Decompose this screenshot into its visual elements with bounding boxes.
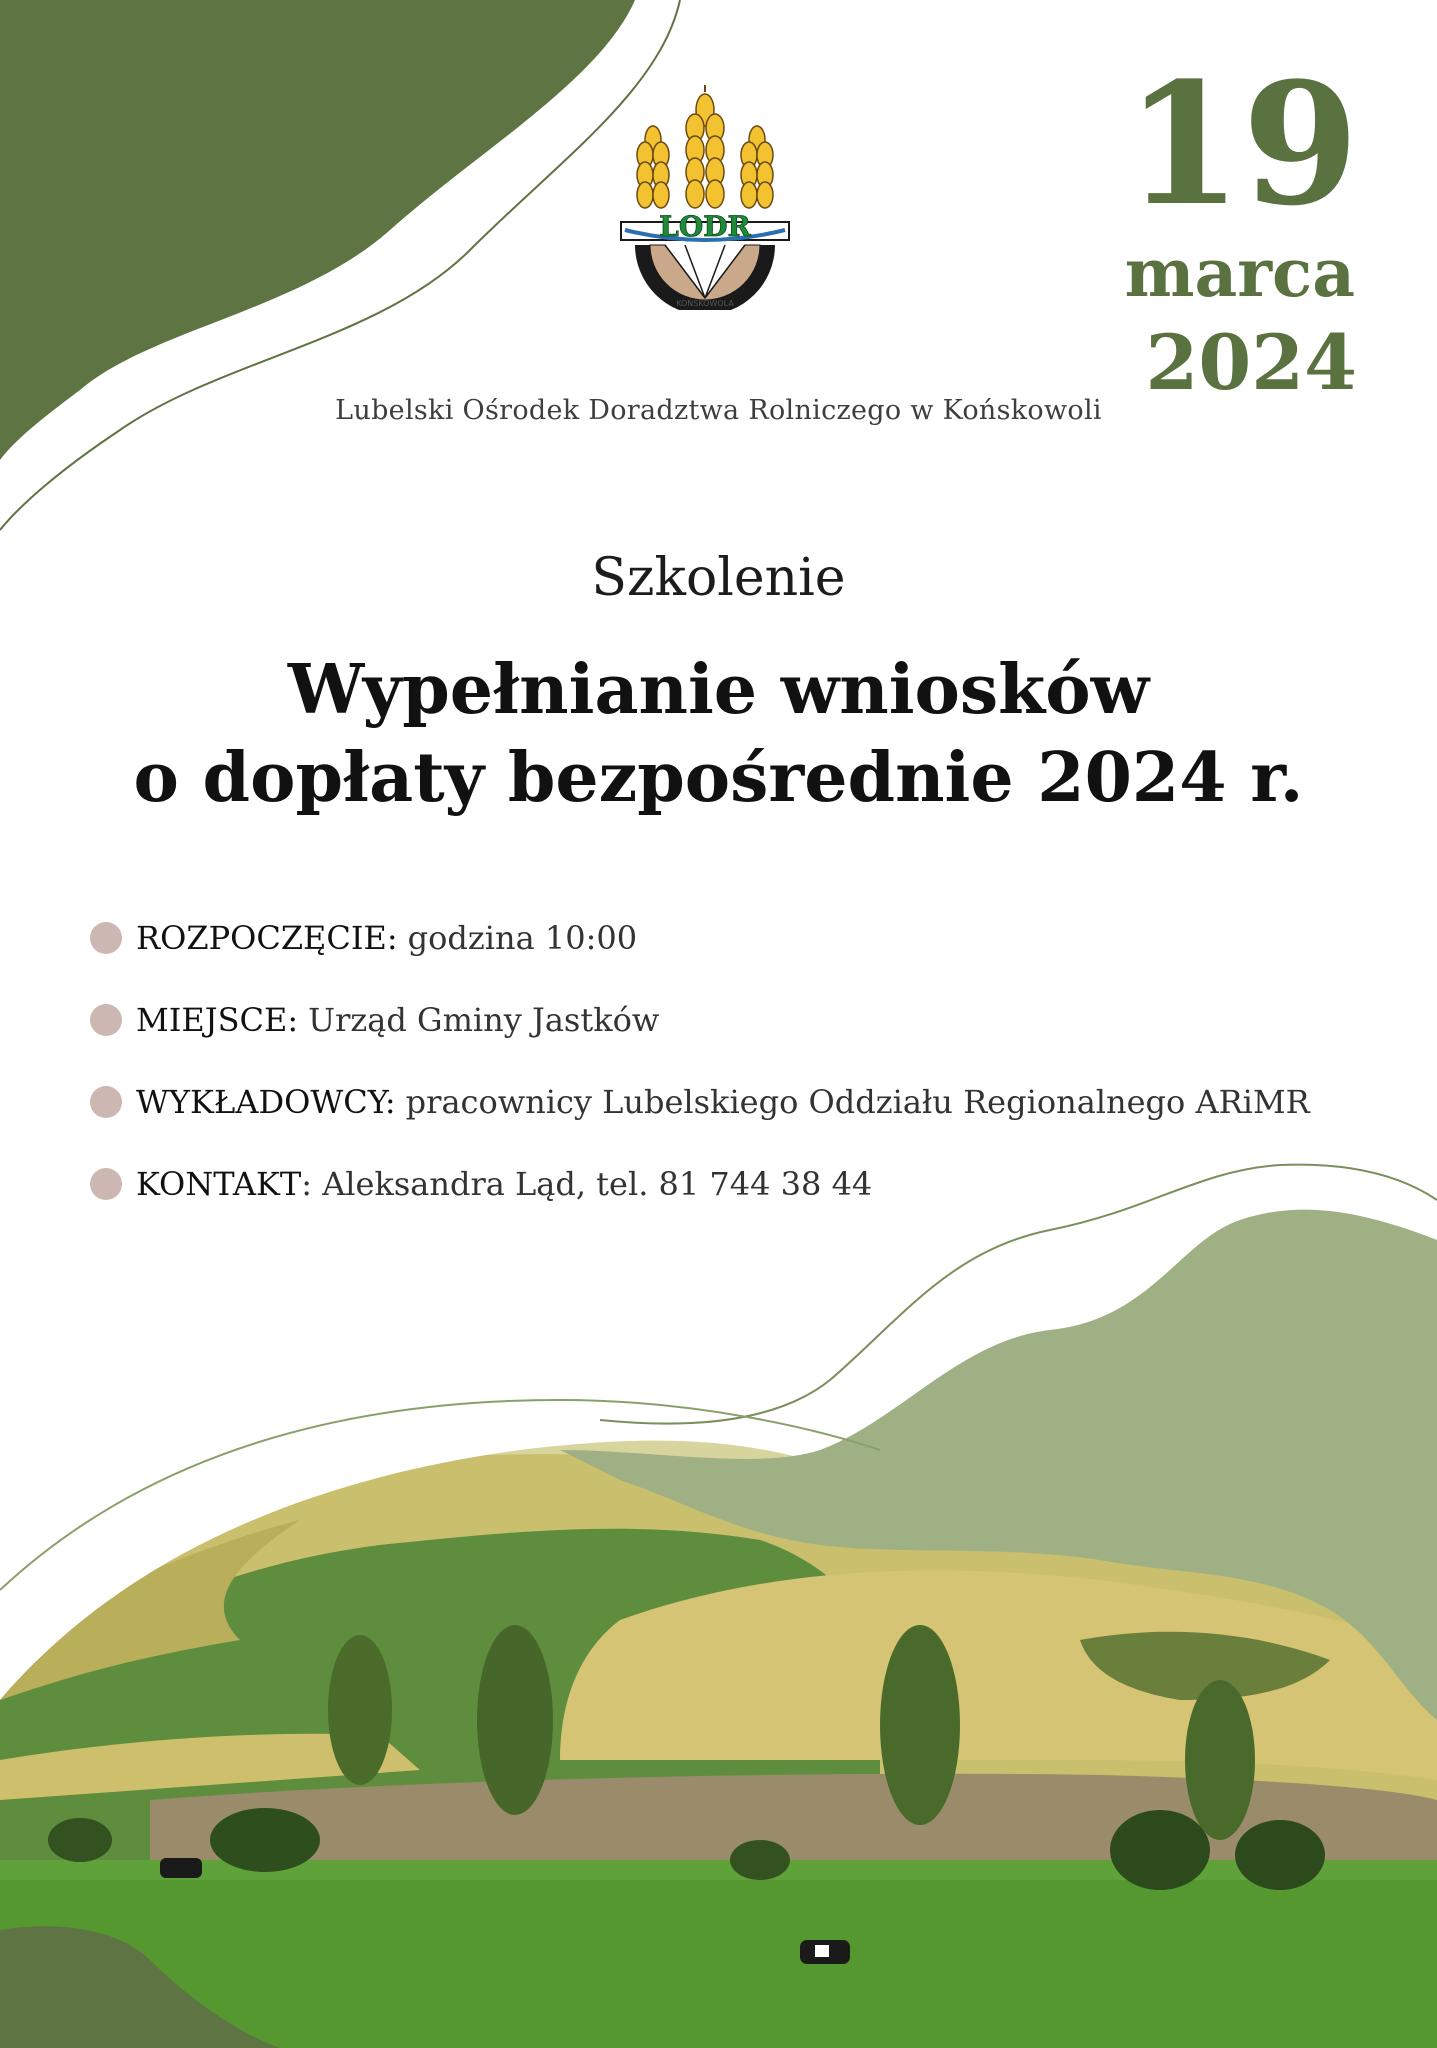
bullet-icon (90, 1086, 122, 1118)
date-year: 2024 (1145, 318, 1357, 407)
detail-value: : Aleksandra Ląd, tel. 81 744 38 44 (301, 1165, 873, 1203)
bullet-icon (90, 1168, 122, 1200)
training-title-line-2: o dopłaty bezpośrednie 2024 r. (133, 738, 1304, 818)
detail-place (90, 1000, 659, 1040)
lodr-logo (615, 80, 795, 310)
date-day: 19 (1125, 45, 1359, 243)
detail-lecturers (90, 1082, 1310, 1122)
detail-label: ROZPOCZĘCIE: (136, 919, 398, 957)
detail-start (90, 918, 637, 958)
wheat-center-icon (686, 94, 724, 208)
bullet-icon (90, 922, 122, 954)
organization-name: Lubelski Ośrodek Doradztwa Rolniczego w Końskowoli (335, 395, 1102, 426)
logo-text: LODR (659, 210, 751, 243)
wheat-right-icon (741, 126, 773, 208)
detail-label: WYKŁADOWCY: (136, 1083, 396, 1121)
detail-value: pracownicy Lubelskiego Oddziału Regionalnego ARiMR (405, 1083, 1310, 1121)
detail-contact (90, 1164, 872, 1204)
wheat-left-icon (637, 126, 669, 208)
detail-value: Urząd Gminy Jastków (308, 1001, 660, 1039)
training-type: Szkolenie (591, 548, 846, 608)
detail-label: MIEJSCE: (136, 1001, 299, 1039)
training-title-line-1: Wypełnianie wniosków (287, 650, 1150, 730)
bullet-icon (90, 1004, 122, 1036)
top-left-wave (0, 0, 635, 460)
logo-ring-text: KOŃSKOWOLA (676, 299, 734, 308)
detail-label: KONTAKT (136, 1165, 302, 1203)
date-month: marca (1124, 234, 1355, 312)
detail-value: godzina 10:00 (407, 919, 638, 957)
